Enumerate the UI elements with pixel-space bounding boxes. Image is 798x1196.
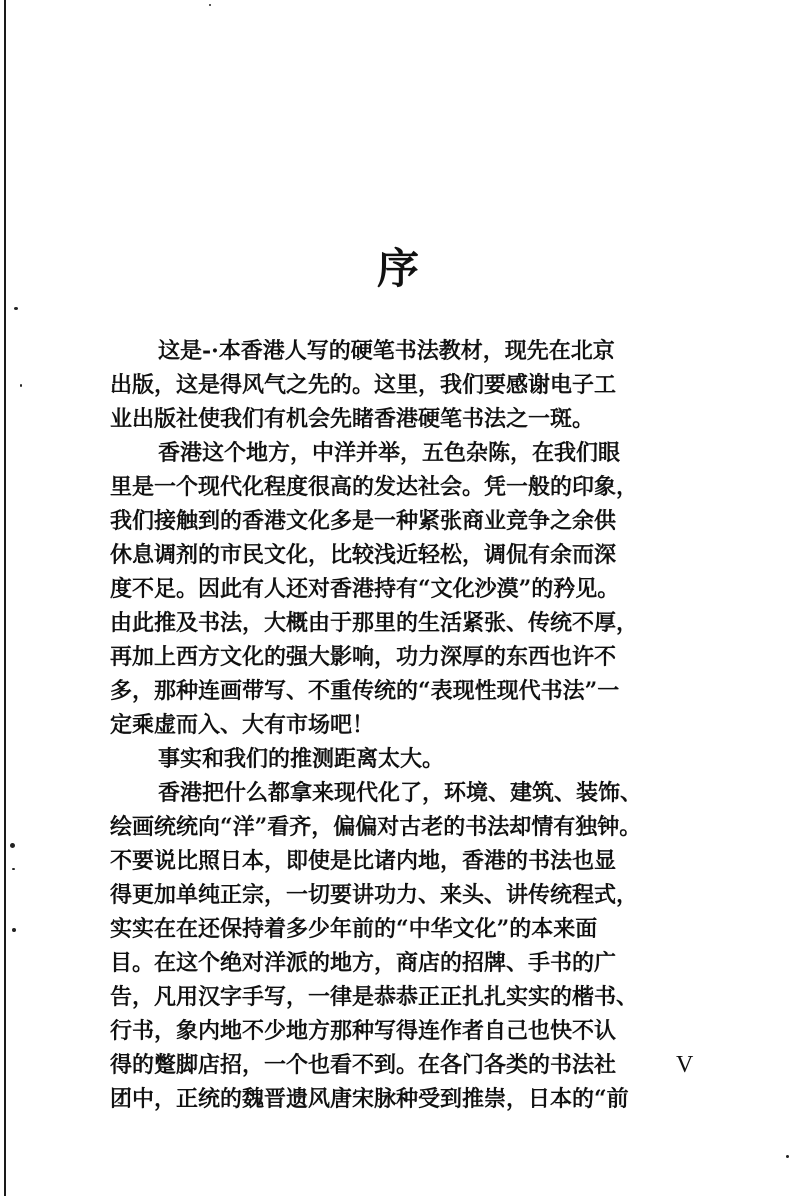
text-line: 再加上西方文化的强大影响，功力深厚的东西也许不 [110, 644, 617, 670]
page-title: 序 [376, 244, 421, 293]
scan-speck [209, 4, 211, 6]
text-line: 香港把什么都拿来现代化了，环境、建筑、装饰、 [158, 780, 643, 806]
preface-body [110, 334, 705, 1116]
scan-speck [12, 928, 16, 932]
text-line: 事实和我们的推测距离太大。 [158, 746, 445, 772]
text-line: 业出版社使我们有机会先睹香港硬笔书法之一斑。 [110, 406, 595, 432]
text-line: 行书，象内地不少地方那种写得连作者自己也快不认 [110, 1018, 617, 1044]
text-line: 我们接触到的香港文化多是一种紧张商业竞争之余供 [110, 508, 617, 534]
page-number: V [676, 1052, 694, 1078]
text-line: 度不足。因此有人还对香港持有“文化沙漠”的矜见。 [110, 576, 620, 602]
text-line: 目。在这个绝对洋派的地方，商店的招牌、手书的广 [110, 950, 617, 976]
text-line: 绘画统统向“洋”看齐，偏偏对古老的书法却情有独钟。 [110, 814, 642, 840]
text-line: 团中，正统的魏晋遗风唐宋脉种受到推崇，日本的“前 [110, 1086, 629, 1112]
text-line: 定乘虚而入、大有市场吧！ [110, 712, 375, 738]
page-binding-edge [4, 0, 6, 1196]
text-line: 得更加单纯正宗，一切要讲功力、来头、讲传统程式， [110, 882, 639, 908]
scan-speck [14, 307, 18, 310]
scan-speck [12, 868, 15, 870]
scan-speck [786, 1155, 789, 1158]
text-line: 实实在在还保持着多少年前的“中华文化”的本来面 [110, 916, 598, 942]
text-line: 得的蹩脚店招，一个也看不到。在各门各类的书法社 [110, 1052, 617, 1078]
scan-speck [10, 843, 15, 848]
text-line: 休息调剂的市民文化，比较浅近轻松，调侃有余而深 [110, 542, 617, 568]
text-line: 香港这个地方，中洋并举，五色杂陈，在我们眼 [158, 440, 621, 466]
text-line: 告，凡用汉字手写，一律是恭恭正正扎扎实实的楷书、 [110, 984, 639, 1010]
text-line: 多，那种连画带写、不重传统的“表现性现代书法”一 [110, 678, 620, 704]
text-line: 这是-·本香港人写的硬笔书法教材，现先在北京 [158, 338, 615, 364]
text-line: 由此推及书法，大概由于那里的生活紧张、传统不厚， [110, 610, 639, 636]
text-line: 出版，这是得风气之先的。这里，我们要感谢电子工 [110, 372, 617, 398]
text-line: 里是一个现代化程度很高的发达社会。凭一般的印象， [110, 474, 639, 500]
text-line: 不要说比照日本，即使是比诸内地，香港的书法也显 [110, 848, 617, 874]
scan-speck [20, 384, 22, 387]
